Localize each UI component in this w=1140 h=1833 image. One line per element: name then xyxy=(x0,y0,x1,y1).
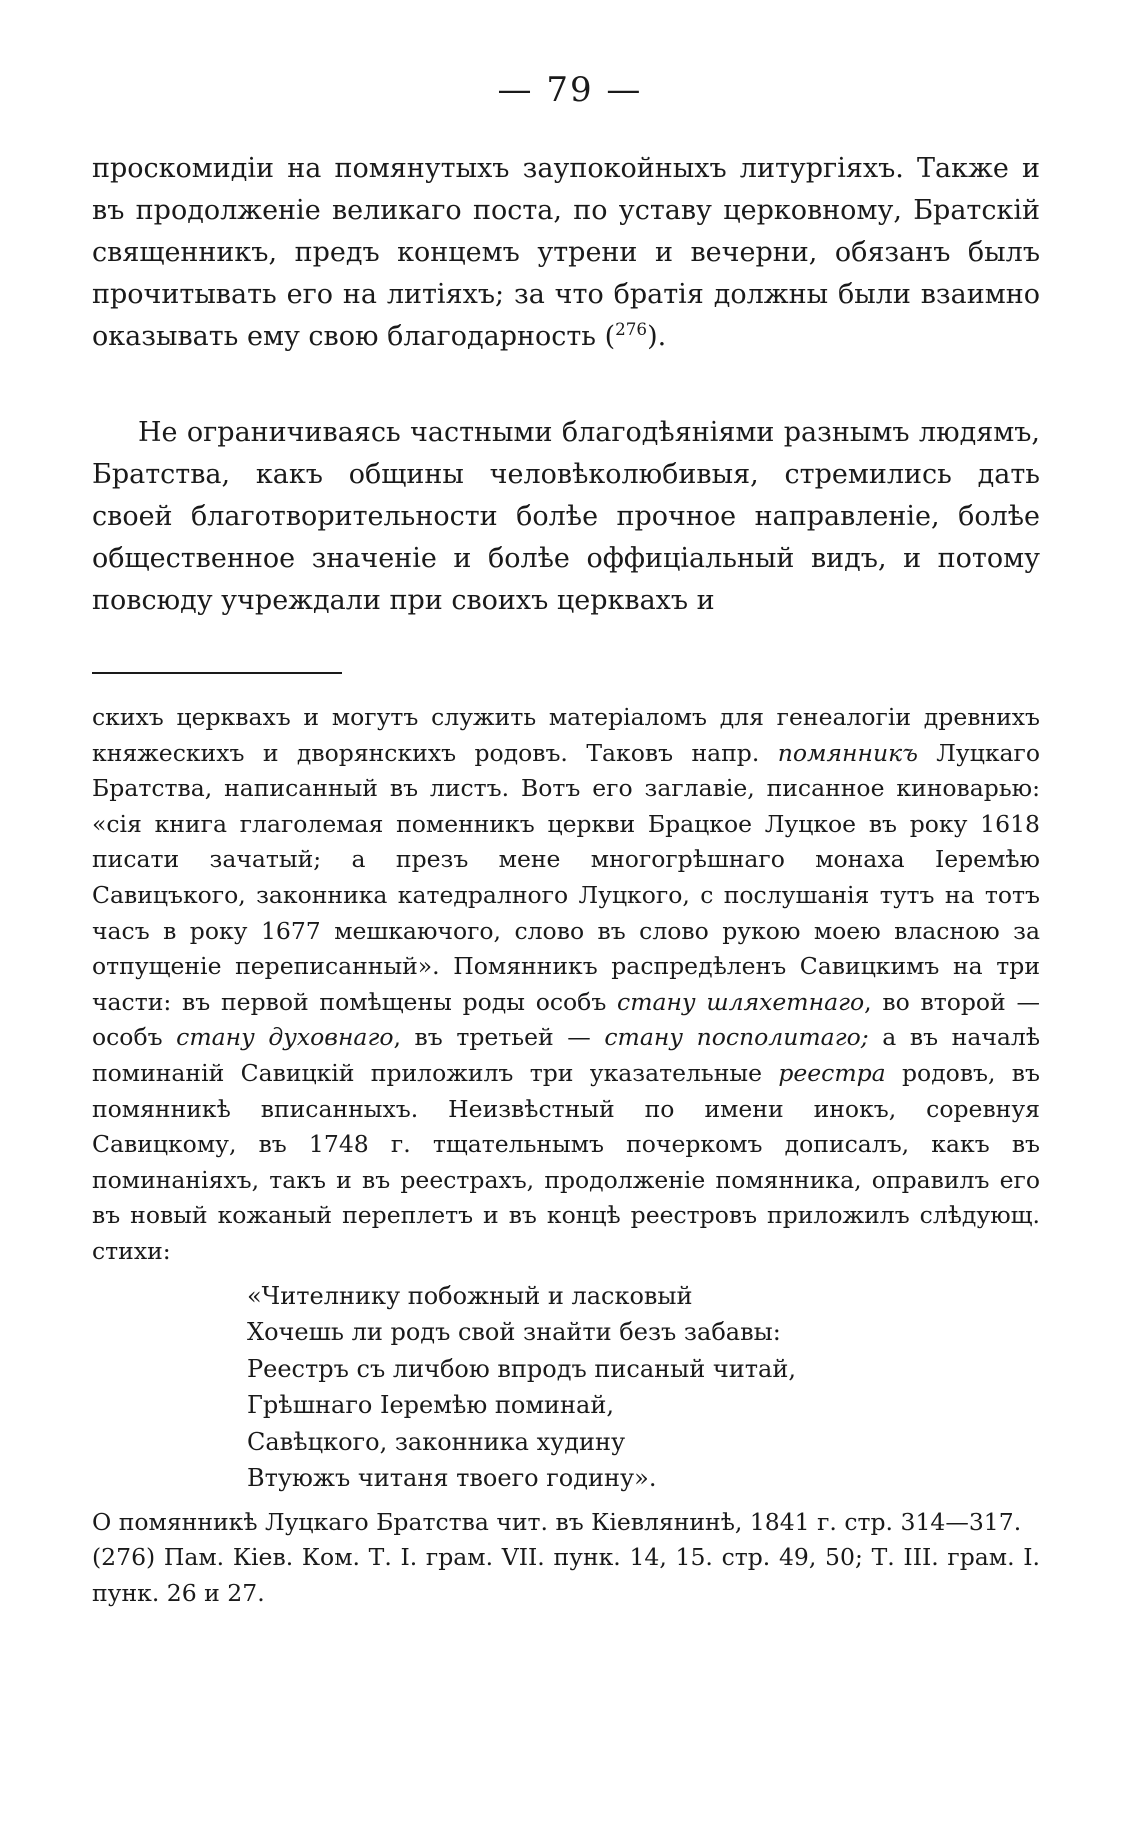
poem-block xyxy=(247,1278,1040,1497)
footnote-reference: О помянникѣ Луцкаго Братства чит. въ Кіевлянинѣ, 1841 г. стр. 314—317. xyxy=(92,1507,1022,1536)
footnote-text-3: , во второй — особъ xyxy=(92,987,1040,1052)
page-number: — 79 — xyxy=(497,70,643,110)
footnote-text-5: а въ началѣ поминаній Савицкій приложилъ три указательные xyxy=(92,1023,1040,1087)
poem-line: Втуюжъ читаня твоего годину». xyxy=(247,1464,657,1492)
footnote-text-1: скихъ церквахъ и могутъ служить матеріаломъ для генеалогіи древнихъ княжескихъ и дворянскихъ родовъ. Таковъ напр. xyxy=(92,703,1040,767)
footnotes-section xyxy=(92,700,1040,1611)
footnote-text-6: родовъ, въ помянникѣ вписанныхъ. Неизвѣстный по имени инокъ, соревнуя Савицкому, въ 1748 г. тщательнымъ почеркомъ дописалъ, какъ въ поминаніяхъ, такъ и въ реестрахъ, продолженіе помянника, оправилъ его въ новый кожаный переплетъ и въ концѣ реестровъ приложилъ слѣдующ. стихи: xyxy=(92,1058,1040,1265)
poem-line: Реестръ съ личбою впродъ писаный читай, xyxy=(247,1354,796,1383)
footnote-276-mark: (276) xyxy=(92,1543,156,1572)
footnote-italic-4: стану посполитаго; xyxy=(604,1023,869,1052)
footnote-text-2: Луцкаго Братства, написанный въ листъ. Вотъ его заглавіе, писанное киноварью: «сія книга глаголемая поменникъ церкви Брацкое Луцкое въ року 1618 писати зачатый; а презъ мене многогрѣшнаго монаха Іеремѣю Савицъкого, законника катедралного Луцкого, с послушанія тутъ на тотъ часъ в року 1677 мешкаючого, слово въ слово рукою моею власною за отпущеніе переписанный». Помянникъ распредѣленъ Савицкимъ на три части: въ первой помѣщены роды особъ xyxy=(92,738,1040,1016)
footnote-continuation xyxy=(92,700,1040,1270)
poem-line: «Чителнику побожный и ласковый xyxy=(247,1281,693,1310)
footnote-divider xyxy=(92,672,342,674)
footnote-276-text: Пам. Кіев. Ком. Т. I. грам. VII. пунк. 14, 15. стр. 49, 50; Т. III. грам. I. пунк. 26 и 27. xyxy=(92,1543,1040,1607)
footnote-italic-2: стану шляхетнаго xyxy=(617,987,865,1016)
main-paragraph-1 xyxy=(92,148,1040,358)
footnote-text-4: , въ третьей — xyxy=(393,1023,605,1052)
main-paragraph-2 xyxy=(92,412,1040,622)
footnote-ref-276: 276 xyxy=(615,319,648,339)
footnote-276 xyxy=(92,1540,1040,1611)
main-paragraph-1-text: проскомидіи на помянутыхъ заупокойныхъ литургіяхъ. Также и въ продолженіе великаго поста, по уставу церковному, Братскій священникъ, предъ концемъ утрени и вечерни, обязанъ былъ прочитывать его на литіяхъ; за что братія должны были взаимно оказывать ему свою благодарность ( xyxy=(92,153,1040,352)
poem-line: Савѣцкого, законника худину xyxy=(247,1427,626,1456)
footnote-italic-3: стану духовнаго xyxy=(176,1023,394,1052)
poem-line: Хочешь ли родъ свой знайти безъ забавы: xyxy=(247,1318,781,1346)
poem-line: Грѣшнаго Іеремѣю поминай, xyxy=(247,1391,614,1419)
main-paragraph-2-text: Не ограничиваясь частными благодѣяніями разнымъ людямъ, Братства, какъ общины человѣколюбивыя, стремились дать своей благотворительности болѣе прочное направленіе, болѣе общественное значеніе и болѣе оффиціальный видъ, и потому повсюду учреждали при своихъ церквахъ и xyxy=(92,417,1040,616)
main-paragraph-1-end: ). xyxy=(647,321,667,352)
footnote-italic-5: реестра xyxy=(778,1058,886,1087)
footnote-italic-1: помянникъ xyxy=(777,738,918,767)
